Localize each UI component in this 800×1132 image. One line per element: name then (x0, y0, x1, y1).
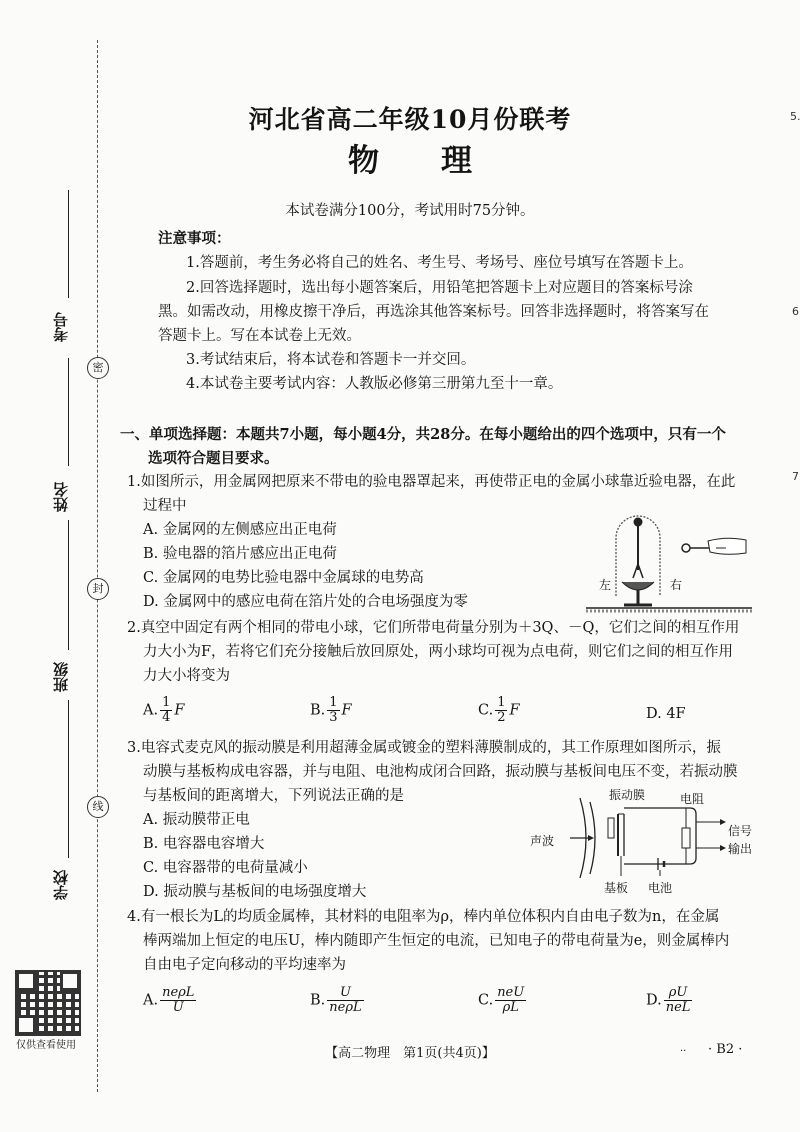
q3-fig-label-battery: 电池 (648, 881, 673, 895)
q1-option-a: A. 金属网的左侧感应出正电荷 (143, 522, 337, 538)
q3-fig-label-resistor: 电阻 (680, 792, 705, 806)
q2-stem-line-3: 力大小将变为 (143, 668, 230, 684)
q1-option-c: C. 金属网的电势比验电器中金属球的电势高 (143, 570, 424, 586)
page-footer: 【高二物理 第1页(共4页)】 (325, 1046, 495, 1061)
notice-item-1: 1.答题前，考生务必将自己的姓名、考生号、考场号、座位号填写在答题卡上。 (186, 255, 693, 271)
seal-feng: 封 (87, 578, 109, 600)
q2-option-d: D. 4F (646, 706, 686, 722)
qr-code (15, 970, 81, 1036)
seal-xian: 线 (87, 796, 109, 818)
q3-option-c: C. 电容器带的电荷量减小 (143, 860, 308, 876)
seal-mi: 密 (87, 357, 109, 379)
name-label: 姓名 (52, 482, 70, 512)
class-field-line (68, 520, 69, 650)
q3-microphone-figure (520, 792, 760, 884)
q3-option-b: B. 电容器电容增大 (143, 836, 265, 852)
school-field-line (68, 700, 69, 858)
q3-option-a: A. 振动膜带正电 (143, 812, 250, 828)
edge-mark-7: 7 (792, 470, 799, 483)
notice-item-3: 3.考试结束后，将本试卷和答题卡一并交回。 (186, 352, 476, 368)
section-1-heading: 一、单项选择题：本题共7小题，每小题4分，共28分。在每小题给出的四个选项中，只有一个 (120, 426, 726, 443)
q4-option-c: C. $\frac{\text{neU}}{\rho L}$ (478, 985, 525, 1015)
q4-stem-line-1: 4.有一根长为L的均质金属棒，其材料的电阻率为ρ，棒内单位体积内自由电子数为n，在金属 (127, 909, 720, 925)
q1-stem-line-1: 1.如图所示，用金属网把原来不带电的验电器罩起来，再使带正电的金属小球靠近验电器，在此 (127, 474, 736, 490)
qr-caption: 仅供查看使用 (16, 1040, 76, 1051)
q1-fig-label-left: 左 (599, 578, 612, 592)
notice-item-2-line-3: 答题卡上。写在本试卷上无效。 (158, 328, 361, 344)
name-field-line (68, 358, 69, 466)
q2-option-a: A. $\frac{1}{4}$ F (143, 695, 185, 725)
edge-mark-5: 5. (790, 110, 800, 123)
q3-fig-label-membrane: 振动膜 (609, 788, 646, 802)
q2-stem-line-2: 力大小为F，若将它们充分接触后放回原处，两小球均可视为点电荷，则它们之间的相互作用 (143, 644, 734, 660)
q3-stem-line-3: 与基板间的距离增大，下列说法正确的是 (143, 788, 404, 804)
q1-option-d: D. 金属网中的感应电荷在箔片处的合电场强度为零 (143, 594, 468, 610)
q3-stem-line-1: 3.电容式麦克风的振动膜是利用超薄金属或镀金的塑料薄膜制成的，其工作原理如图所示，振 (127, 740, 721, 756)
notice-item-2-line-2: 黑。如需改动，用橡皮擦干净后，再选涂其他答案标号。回答非选择题时，将答案写在 (158, 304, 709, 320)
notice-item-4: 4.本试卷主要考试内容：人教版必修第三册第九至十一章。 (186, 376, 563, 392)
notice-item-2-line-1: 2.回答选择题时，选出每小题答案后，用铅笔把答题卡上对应题目的答案标号涂 (186, 280, 693, 296)
exam-title: 河北省高二年级10月份联考 (248, 105, 572, 134)
school-label: 学校 (52, 870, 70, 900)
q3-fig-label-sound: 声波 (530, 834, 555, 848)
q2-stem-line-1: 2.真空中固定有两个相同的带电小球，它们所带电荷量分别为＋3Q、－Q，它们之间的相互作用 (127, 620, 740, 636)
q2-option-b: B. $\frac{1}{3}$ F (310, 695, 352, 725)
q4-stem-line-3: 自由电子定向移动的平均速率为 (143, 957, 346, 973)
q2-option-c: C. $\frac{1}{2}$ F (478, 695, 520, 725)
q1-electroscope-figure (586, 498, 752, 622)
q3-fig-label-signal: 信号 (728, 824, 753, 838)
exam-info: 本试卷满分100分，考试用时75分钟。 (285, 203, 535, 219)
q3-fig-label-output: 输出 (728, 842, 753, 856)
q1-stem-line-2: 过程中 (143, 498, 187, 514)
q4-option-a: A. $\frac{\text{neρL}}{U}$ (143, 985, 195, 1015)
footer-dots: ·· (680, 1046, 687, 1057)
q4-stem-line-2: 棒两端加上恒定的电压U，棒内随即产生恒定的电流，已知电子的带电荷量为e，则金属棒内 (143, 933, 730, 949)
class-label: 班级 (52, 662, 70, 692)
q4-option-b: B. $\frac{U}{\text{neρL}}$ (310, 985, 362, 1015)
paper-code: · B2 · (708, 1042, 743, 1057)
q1-option-b: B. 验电器的箔片感应出正电荷 (143, 546, 337, 562)
q3-fig-label-base: 基板 (604, 881, 629, 895)
q1-fig-label-right: 右 (670, 578, 683, 592)
q3-option-d: D. 振动膜与基板间的电场强度增大 (143, 884, 367, 900)
binding-dashed-line (97, 40, 98, 1092)
q3-stem-line-2: 动膜与基板构成电容器，并与电阻、电池构成闭合回路，振动膜与基板间电压不变，若振动膜 (143, 764, 738, 780)
subject-title: 物 理 (348, 143, 472, 179)
edge-mark-6: 6 (792, 305, 799, 318)
exam-no-label: 考号 (52, 312, 70, 342)
notice-heading: 注意事项： (158, 230, 231, 247)
q4-option-d: D. $\frac{\rho U}{\text{neL}}$ (646, 985, 691, 1015)
section-1-heading-cont: 选项符合题目要求。 (148, 450, 279, 467)
